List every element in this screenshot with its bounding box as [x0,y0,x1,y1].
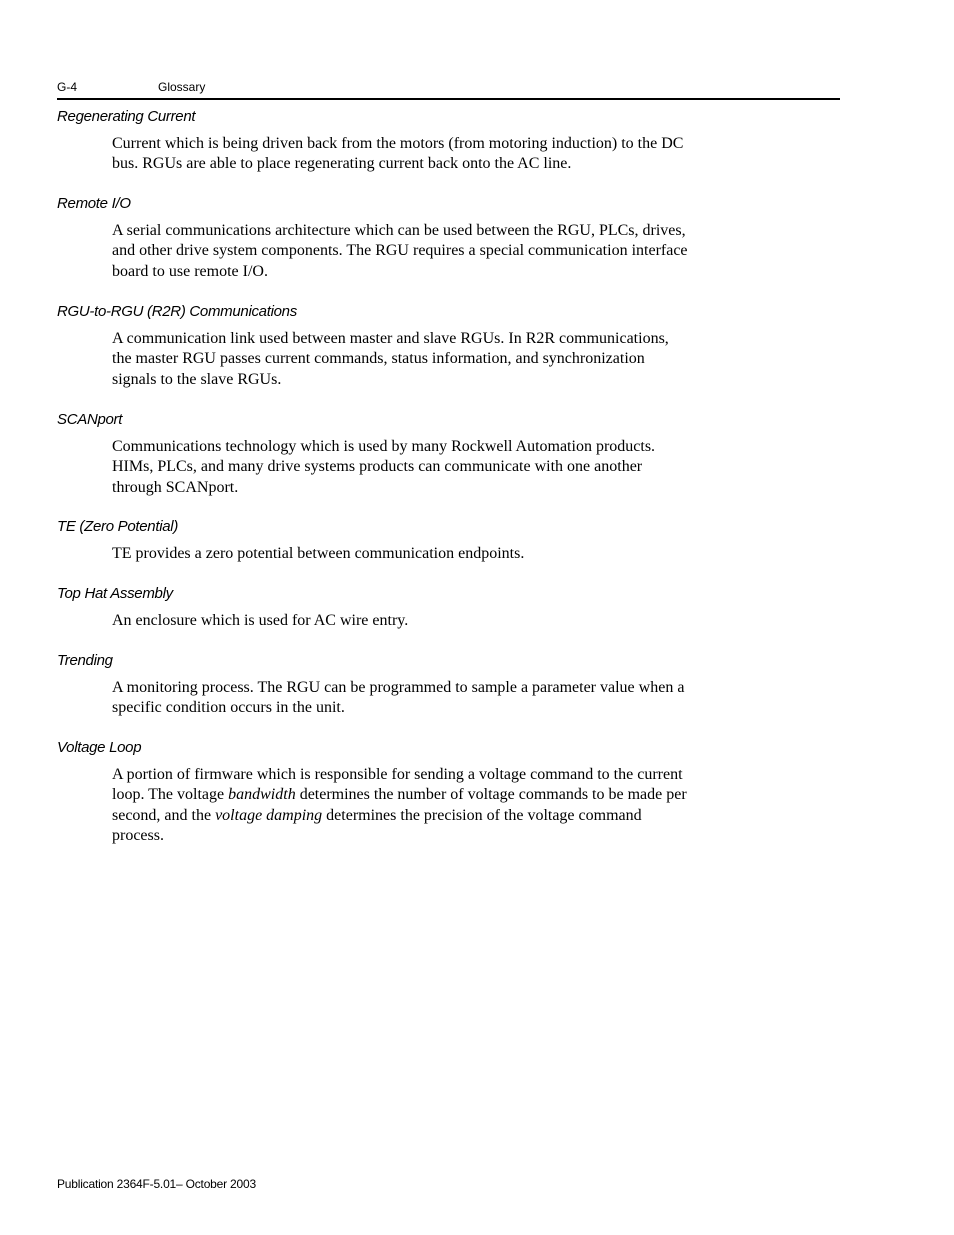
glossary-term: SCANport [57,411,123,428]
definition-line: specific condition occurs in the unit. [112,699,345,717]
glossary-entry-scanport [57,411,737,498]
glossary-term: RGU-to-RGU (R2R) Communications [57,303,297,320]
glossary-entry-remote-io [57,195,737,282]
definition-line: A communication link used between master and slave RGUs. In R2R communications, [112,330,669,347]
definition-line: Current which is being driven back from the motors (from motoring induction) to the DC [112,135,684,152]
header-rule [57,98,840,100]
definition-line: Communications technology which is used by many Rockwell Automation products. [112,438,656,455]
glossary-definition [112,221,737,282]
definition-line: board to use remote I/O. [112,262,268,280]
definition-line: bus. RGUs are able to place regenerating current back onto the AC line. [112,155,572,173]
definition-line: process. [112,826,164,844]
definition-line [112,806,737,826]
glossary-term: TE (Zero Potential) [57,518,179,535]
glossary-entry-regenerating-current [57,108,737,175]
glossary-definition [112,329,737,390]
definition-line: and other drive system components. The RGU requires a special communication interface [112,242,688,260]
glossary-entry-top-hat-assembly [57,585,737,631]
definition-line: TE provides a zero potential between communication endpoints. [112,545,525,562]
definition-line: the master RGU passes current commands, status information, and synchronization [112,350,645,368]
glossary-entry-r2r-communications [57,303,737,390]
glossary-entry-trending [57,652,737,719]
glossary-definition [112,437,737,498]
glossary-term: Remote I/O [57,195,131,212]
section-title: Glossary [158,80,206,94]
definition-line [112,785,737,805]
glossary-definition [112,544,737,564]
definition-text: second, and the [112,806,216,824]
emphasis-voltage-damping: voltage damping [215,806,323,824]
definition-line: through SCANport. [112,478,239,496]
definition-text: determines the precision of the voltage command [322,806,642,824]
emphasis-bandwidth: bandwidth [228,786,296,804]
page-number: G-4 [57,80,78,94]
glossary-term: Top Hat Assembly [57,585,173,602]
definition-line: A portion of firmware which is responsible for sending a voltage command to the current [112,766,683,783]
definition-line: A monitoring process. The RGU can be programmed to sample a parameter value when a [112,679,685,696]
definition-line: HIMs, PLCs, and many drive systems products can communicate with one another [112,458,643,476]
glossary-definition [112,678,737,719]
glossary-definition [112,611,737,631]
definition-line: A serial communications architecture which can be used between the RGU, PLCs, drives, [112,222,686,239]
glossary-definition [112,134,737,175]
glossary-definition [112,765,737,846]
definition-text: determines the number of voltage commands to be made per [295,786,687,804]
definition-text: loop. The voltage [112,786,229,804]
definition-line: signals to the slave RGUs. [112,370,282,388]
glossary-term: Trending [57,652,113,669]
definition-line: An enclosure which is used for AC wire entry. [112,612,409,629]
glossary-entry-voltage-loop [57,739,737,846]
publication-footer: Publication 2364F-5.01– October 2003 [57,1177,256,1191]
glossary-term: Regenerating Current [57,108,196,125]
glossary-entry-te-zero-potential [57,518,737,564]
glossary-term: Voltage Loop [57,739,142,756]
